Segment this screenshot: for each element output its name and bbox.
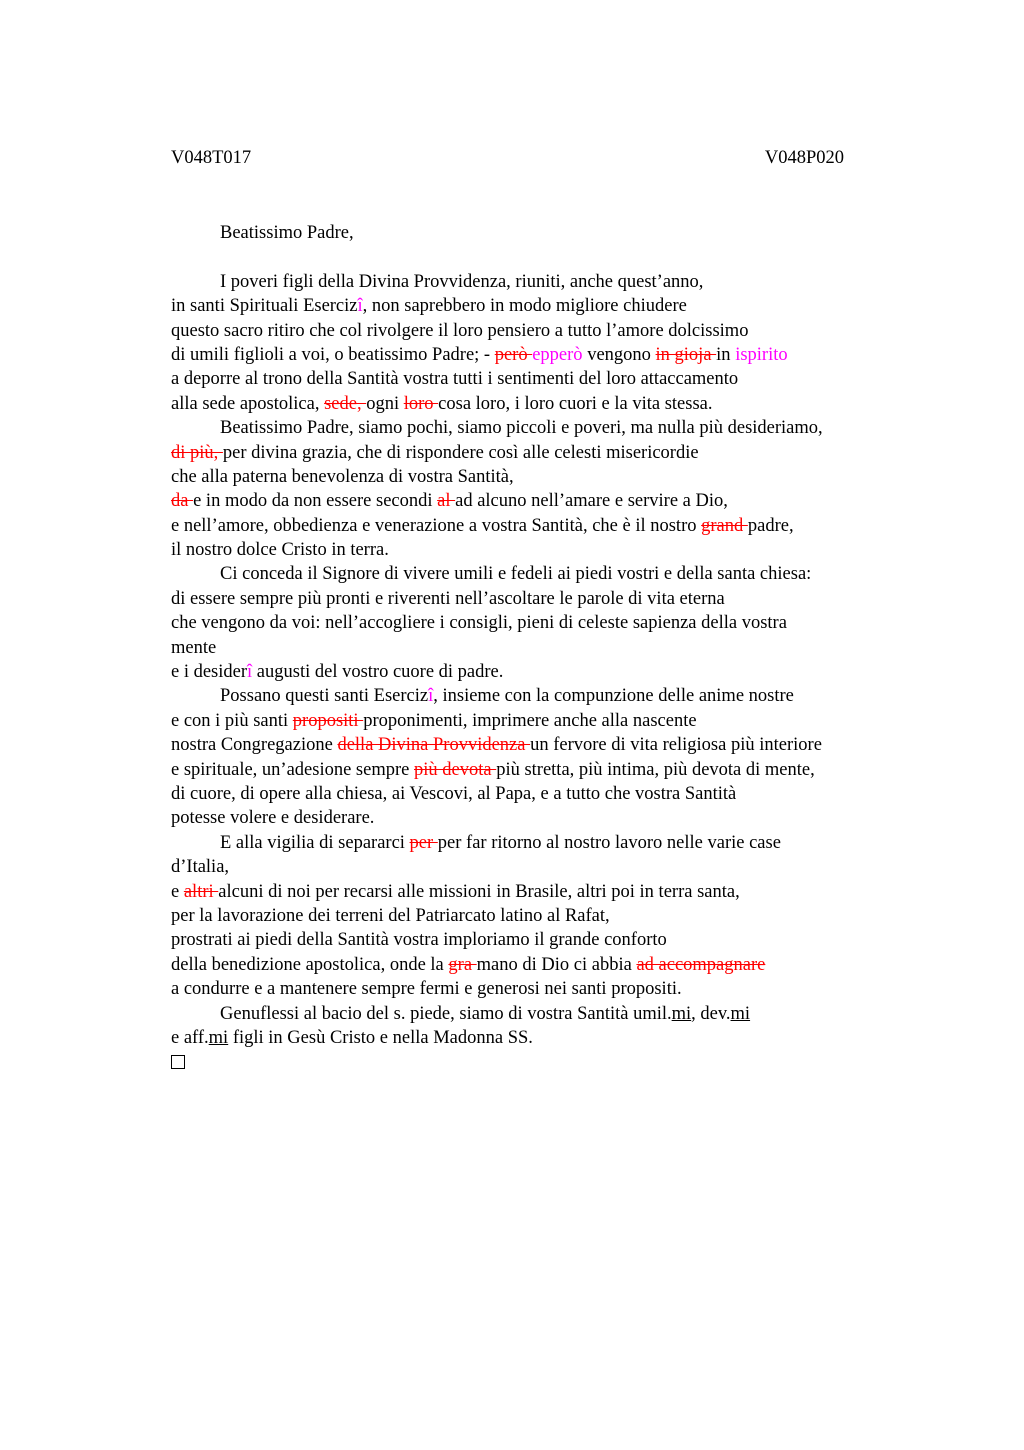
text-segment: prostrati ai piedi della Santità vostra imploriamo il grande conforto (171, 930, 667, 951)
text-segment: della benedizione apostolica, onde la (171, 954, 449, 975)
text-segment: e in modo da non essere secondi (193, 491, 438, 512)
text-segment: , non saprebbero in modo migliore chiudere (362, 296, 687, 317)
text-segment: Genuflessi al bacio del s. piede, siamo di vostra Santità umil. (220, 1003, 672, 1024)
text-line (171, 587, 911, 611)
text-line (171, 953, 911, 977)
text-line (171, 538, 911, 562)
text-segment: e i desider (171, 662, 248, 683)
text-segment: cosa loro, i loro cuori e la vita stessa. (438, 393, 713, 414)
underlined-abbreviation: mi (730, 1003, 751, 1024)
text-line (171, 367, 911, 391)
text-segment: , insieme con la compunzione delle anime nostre (433, 686, 794, 707)
text-segment: d’Italia, (171, 857, 230, 878)
text-line (171, 758, 911, 782)
text-segment: proponimenti, imprimere anche alla nascente (363, 710, 697, 731)
deleted-text: però (494, 344, 533, 365)
text-segment: e spirituale, un’adesione sempre (171, 759, 414, 780)
text-line (171, 904, 911, 928)
text-segment: E alla vigilia di separarci (220, 832, 410, 853)
text-line (171, 733, 911, 757)
deleted-text: sede, (324, 393, 367, 414)
text-segment: più stretta, più intima, più devota di mente, (496, 759, 815, 780)
text-line (171, 465, 911, 489)
text-segment: in santi Spirituali Eserciz (171, 296, 358, 317)
text-segment: a condurre e a mantenere sempre fermi e generosi nei santi propositi. (171, 979, 682, 1000)
text-line (171, 562, 911, 586)
deleted-text: per (409, 832, 438, 853)
text-line (171, 782, 911, 806)
text-line (171, 1002, 911, 1026)
text-segment: per far ritorno al nostro lavoro nelle varie case (437, 832, 781, 853)
text-line (171, 928, 911, 952)
deleted-text: in gioja (655, 344, 717, 365)
deleted-text: della Divina Provvidenza (337, 735, 531, 756)
text-line (171, 880, 911, 904)
text-segment: potesse volere e desiderare. (171, 808, 375, 829)
text-segment: Possano questi santi Eserciz (220, 686, 429, 707)
text-segment: per divina grazia, che di rispondere così alle celesti misericordie (222, 442, 699, 463)
text-segment: e nell’amore, obbedienza e venerazione a vostra Santità, che è il nostro (171, 515, 702, 536)
underlined-abbreviation: mi (208, 1027, 229, 1048)
text-segment: mano di Dio ci abbia (476, 954, 637, 975)
deleted-text: al (437, 491, 456, 512)
text-segment: questo sacro ritiro che col rivolgere il loro pensiero a tutto l’amore dolcissimo (171, 320, 749, 341)
end-marker-line (171, 1050, 911, 1074)
text-segment: figli in Gesù Cristo e nella Madonna SS. (228, 1027, 533, 1048)
text-line (171, 416, 911, 440)
inserted-text: î (357, 296, 363, 317)
text-line (171, 855, 911, 879)
document-header (171, 145, 846, 171)
text-segment: I poveri figli della Divina Provvidenza, riuniti, anche quest’anno, (220, 271, 704, 292)
text-line (171, 489, 911, 513)
deleted-text: da (171, 491, 194, 512)
text-line (171, 684, 911, 708)
deleted-text: loro (403, 393, 439, 414)
text-segment: mente (171, 637, 217, 658)
inserted-text: epperò (532, 344, 583, 365)
deleted-text: ad accompagnare (636, 954, 766, 975)
text-segment: per la lavorazione dei terreni del Patriarcato latino al Rafat, (171, 905, 610, 926)
text-segment: padre, (747, 515, 794, 536)
deleted-text: gra (448, 954, 477, 975)
text-segment: alla sede apostolica, (171, 393, 325, 414)
end-box-icon (171, 1055, 185, 1069)
inserted-text: î (428, 686, 434, 707)
text-segment: di umili figlioli a voi, o beatissimo Padre; - (171, 344, 495, 365)
deleted-text: propositi (292, 710, 364, 731)
inserted-text: î (247, 662, 253, 683)
text-line (171, 441, 911, 465)
letter-body (171, 221, 911, 1075)
text-segment: nostra Congregazione (171, 735, 338, 756)
text-line (171, 660, 911, 684)
inserted-text: ispirito (735, 344, 788, 365)
text-line (171, 977, 911, 1001)
text-segment: ad alcuno nell’amare e servire a Dio, (455, 491, 728, 512)
underlined-abbreviation: mi (671, 1003, 692, 1024)
text-line (171, 514, 911, 538)
text-segment: Ci conceda il Signore di vivere umili e fedeli ai piedi vostri e della santa chiesa: (220, 564, 812, 585)
text-segment: alcuni di noi per recarsi alle missioni in Brasile, altri poi in terra santa, (218, 881, 740, 902)
deleted-text: di più, (171, 442, 223, 463)
text-segment: in (716, 344, 736, 365)
text-segment: a deporre al trono della Santità vostra tutti i sentimenti del loro attaccamento (171, 369, 739, 390)
text-segment: che vengono da voi: nell’accogliere i consigli, pieni di celeste sapienza della vostra (171, 613, 787, 634)
text-segment: vengono (582, 344, 656, 365)
text-segment: augusti del vostro cuore di padre. (252, 662, 504, 683)
text-line (171, 636, 911, 660)
text-segment: ogni (366, 393, 404, 414)
text-segment: di cuore, di opere alla chiesa, ai Vescovi, al Papa, e a tutto che vostra Santità (171, 783, 737, 804)
text-line (171, 270, 911, 294)
text-line (171, 221, 911, 245)
paragraph-gap (171, 245, 911, 269)
text-line (171, 806, 911, 830)
deleted-text: più devota (413, 759, 497, 780)
document-code-left: V048T017 (171, 148, 252, 168)
text-segment: il nostro dolce Cristo in terra. (171, 540, 389, 561)
text-line (171, 343, 911, 367)
text-segment: e con i più santi (171, 710, 293, 731)
text-segment: Beatissimo Padre, siamo pochi, siamo piccoli e poveri, ma nulla più desideriamo, (220, 418, 823, 439)
text-line (171, 709, 911, 733)
deleted-text: altri (183, 881, 219, 902)
text-line (171, 1026, 911, 1050)
page-code-right: V048P020 (764, 148, 844, 168)
text-line (171, 294, 911, 318)
text-segment: che alla paterna benevolenza di vostra Santità, (171, 466, 514, 487)
text-line (171, 611, 911, 635)
text-segment: e aff. (171, 1027, 209, 1048)
text-line (171, 392, 911, 416)
text-segment: , dev. (691, 1003, 731, 1024)
deleted-text: grand (701, 515, 748, 536)
text-segment: di essere sempre più pronti e riverenti nell’ascoltare le parole di vita eterna (171, 588, 725, 609)
text-segment: un fervore di vita religiosa più interiore (530, 735, 822, 756)
text-segment: Beatissimo Padre, (220, 223, 354, 243)
text-line (171, 319, 911, 343)
text-segment: e (171, 881, 184, 902)
text-line (171, 831, 911, 855)
